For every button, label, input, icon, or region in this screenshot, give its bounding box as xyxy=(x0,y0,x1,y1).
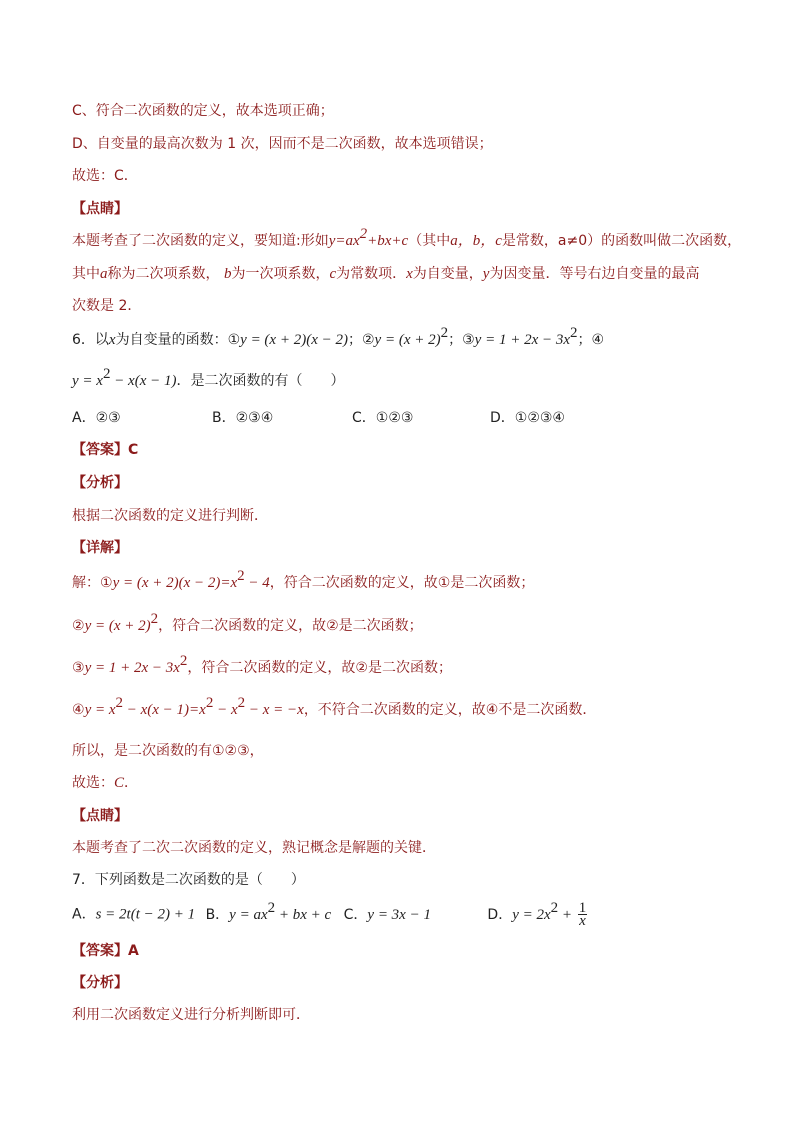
option-c[interactable]: C．y = 3x − 1 xyxy=(343,906,431,923)
dianjing-line-2: 其中a称为二次项系数， b为一次项系数，c为常数项．x为自变量，y为因变量．等号右边自变量的最高 xyxy=(72,266,700,282)
summary-6: 所以，是二次函数的有①②③， xyxy=(72,743,264,759)
detail-4: ④y = $x^2 - x(x - 1)=x^2 - x^2 - x = -x$，不符合二次函数的定义，故④不是二次函数． xyxy=(72,695,597,718)
fraction-one-over-x: $\frac{1}{x}$ xyxy=(578,900,587,929)
option-d[interactable]: D．$y = 2x^2$ + $\frac{1}{x}$ xyxy=(487,899,587,929)
heading-xiangjie: 【详解】 xyxy=(72,540,128,556)
heading-dianjing-6: 【点睛】 xyxy=(72,808,128,824)
dianjing-6: 本题考查了二次二次函数的定义，熟记概念是解题的关键． xyxy=(72,840,436,856)
dianjing-line-3: 次数是 2． xyxy=(72,298,142,314)
heading-dianjing: 【点睛】 xyxy=(72,201,128,217)
option-b[interactable]: B．$y = ax^2$ + bx + c xyxy=(205,899,332,923)
option-a[interactable]: A．②③ xyxy=(72,410,121,426)
answer-6: 【答案】C xyxy=(72,442,139,458)
question-7-stem: 7．下列函数是二次函数的是（ ） xyxy=(72,872,305,888)
option-c-explanation: C、符合二次函数的定义，故本选项正确； xyxy=(72,103,334,119)
heading-fenxi: 【分析】 xyxy=(72,475,128,491)
detail-2: ②y = $(x + 2)^2$，符合二次函数的定义，故②是二次函数； xyxy=(72,611,423,634)
question-7-options xyxy=(72,899,587,929)
option-c[interactable]: C．①②③ xyxy=(352,410,414,426)
option-d-explanation: D、自变量的最高次数为 1 次，因而不是二次函数，故本选项错误； xyxy=(72,136,493,152)
question-6-options xyxy=(72,408,565,428)
option-b[interactable]: B．②③④ xyxy=(212,410,274,426)
detail-1: 解：①y = $(x + 2)(x - 2)=x^2 - 4$，符合二次函数的定义，故①是二次函数； xyxy=(72,568,535,591)
fenxi-7: 利用二次函数定义进行分析判断即可． xyxy=(72,1007,310,1023)
question-6-stem-cont: $y = x^2 - x(x - 1)$．是二次函数的有（ ） xyxy=(72,366,345,389)
answer-7: 【答案】A xyxy=(72,943,139,959)
detail-3: ③y = $1 + 2x - 3x^2$，符合二次函数的定义，故②是二次函数； xyxy=(72,653,452,676)
choice-6: 故选：C． xyxy=(72,775,139,791)
choice-statement: 故选：C． xyxy=(72,168,138,184)
question-6-stem: 6．以x为自变量的函数：①y = (x + 2)(x − 2)；②y = $(x + 2)^2$；③y = $1 + 2x - 3x^2$；④ xyxy=(72,325,605,348)
option-d[interactable]: D．①②③④ xyxy=(490,410,565,426)
fenxi-6: 根据二次函数的定义进行判断． xyxy=(72,508,268,524)
option-a[interactable]: A．s = 2t(t − 2) + 1 xyxy=(72,906,196,923)
dianjing-line-1: 本题考查了二次函数的定义，要知道:形如$y=ax^2+bx+c$（其中a，b，c是常数，a≠0）的函数叫做二次函数， xyxy=(72,226,742,249)
heading-fenxi-7: 【分析】 xyxy=(72,975,128,991)
